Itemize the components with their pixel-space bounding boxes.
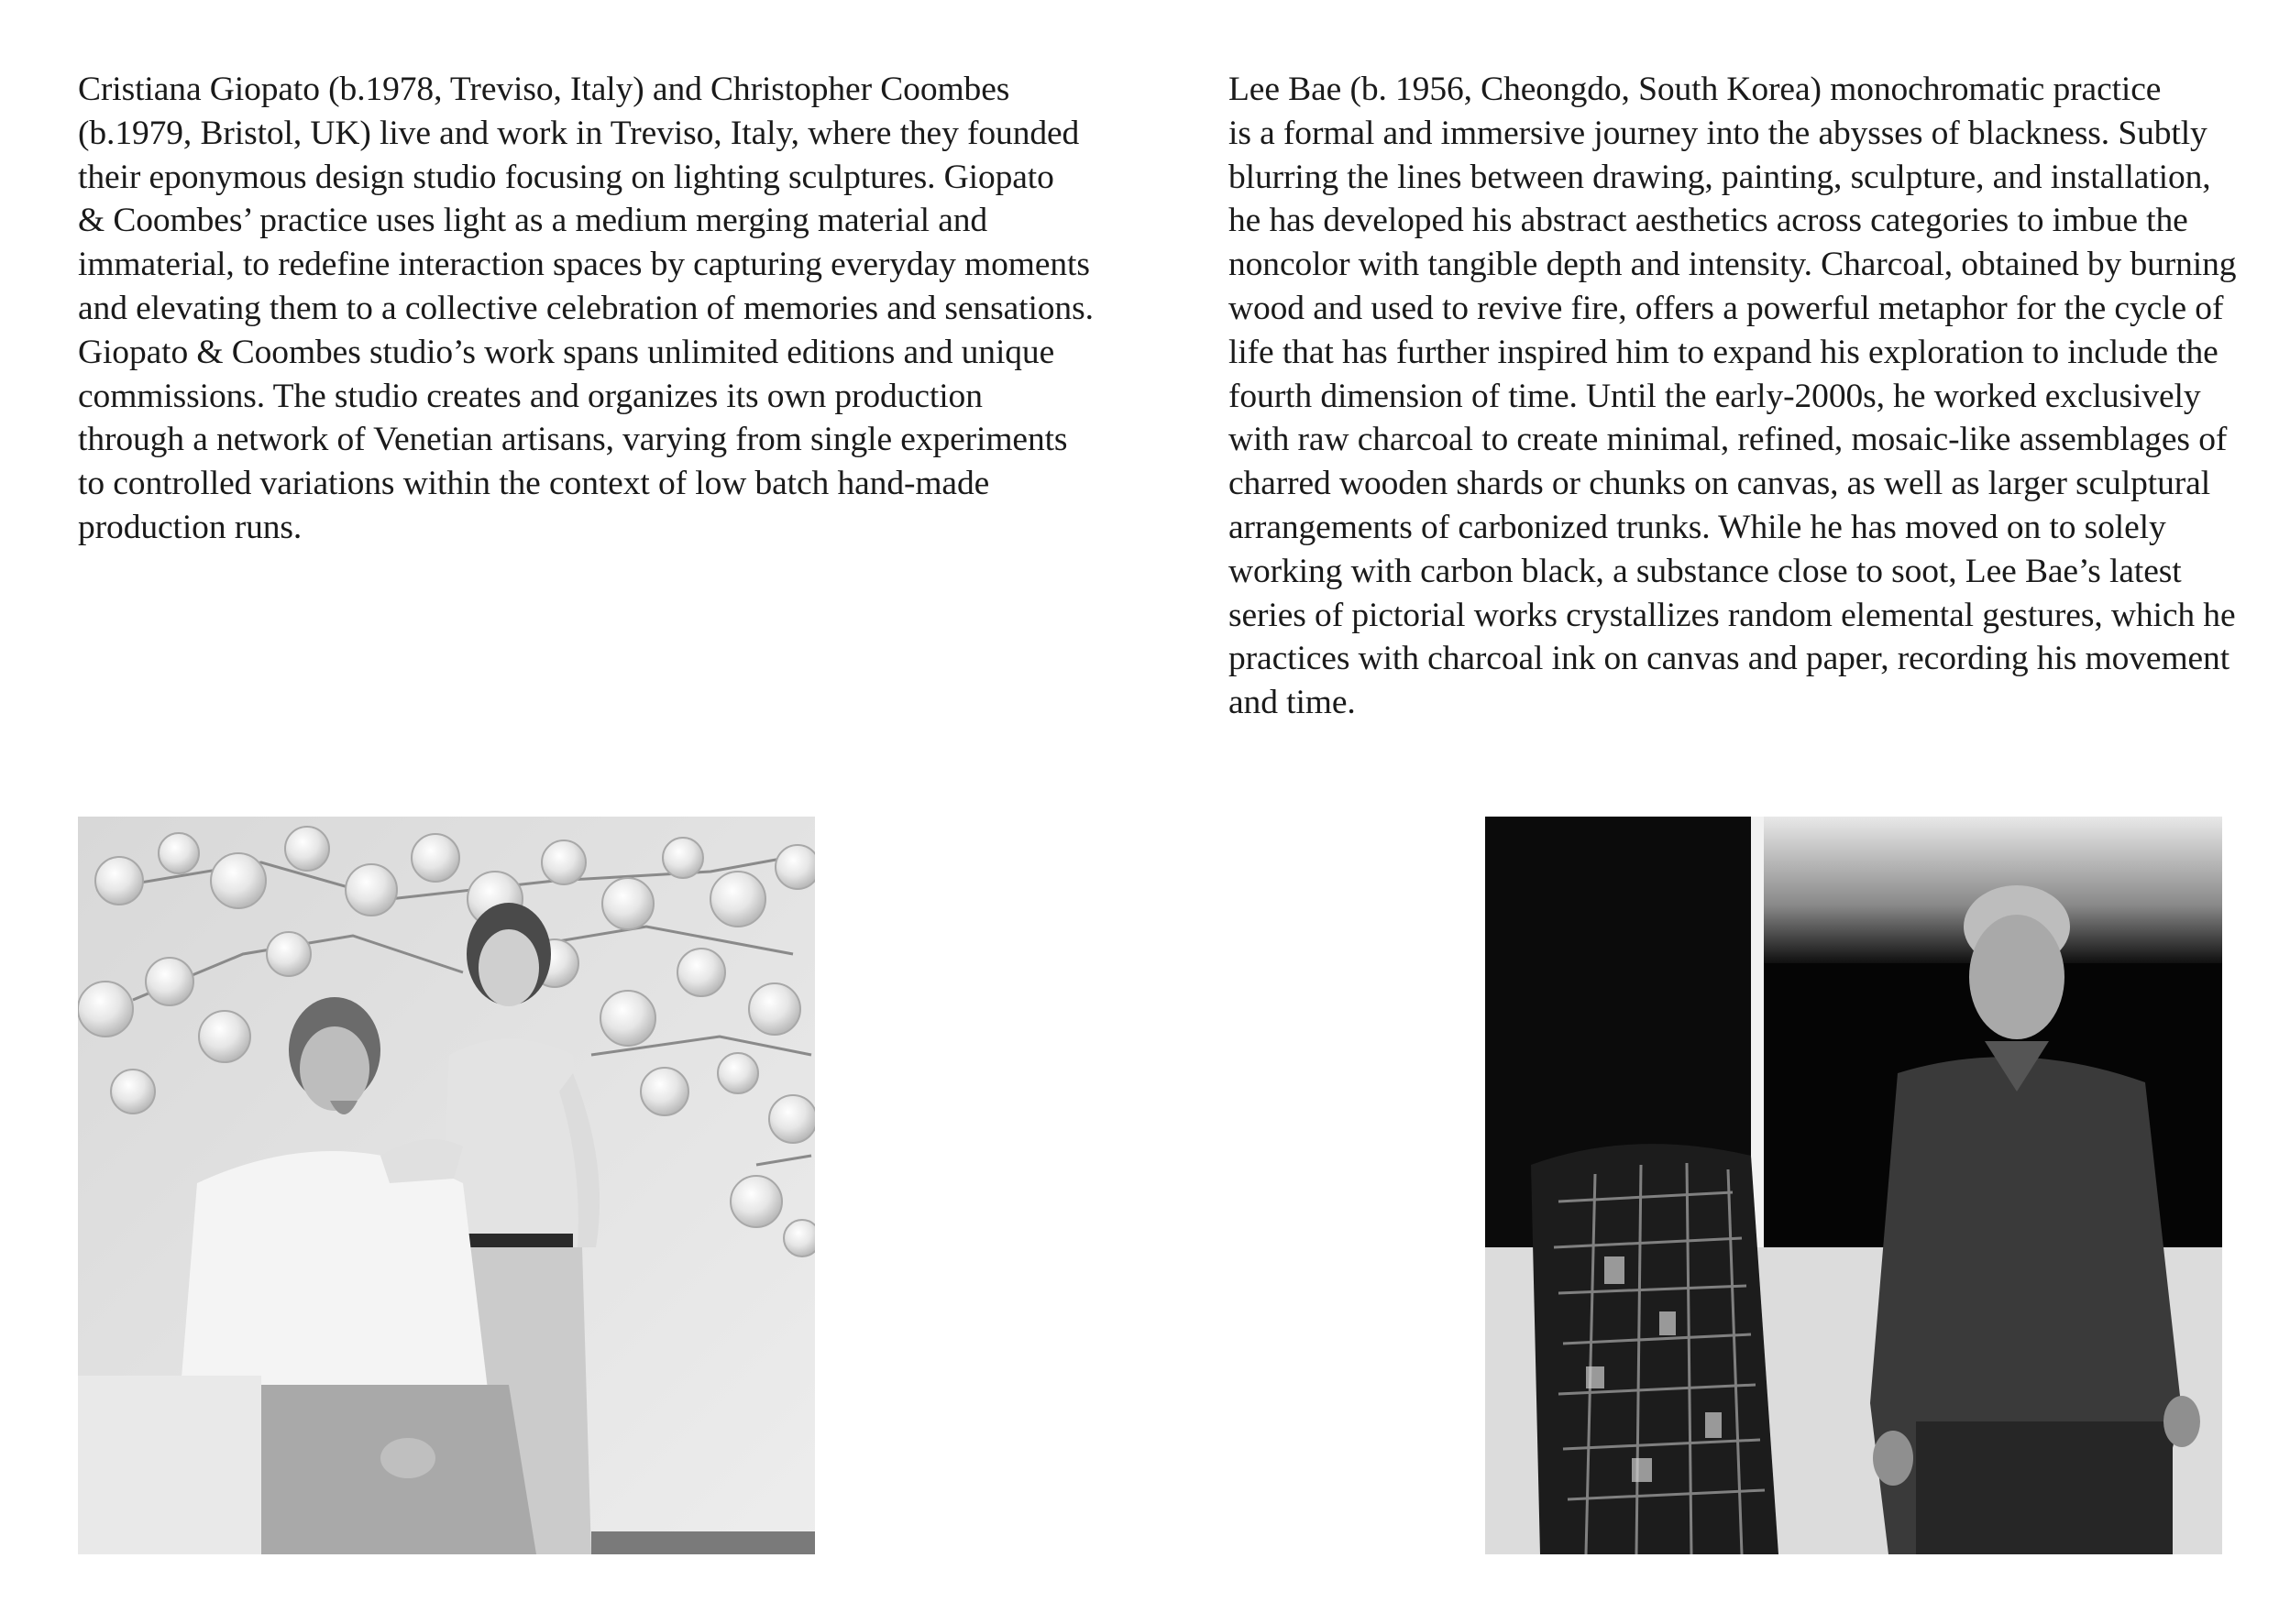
bio-line: charred wooden shards or chunks on canvas, as well as larger sculptural [1228,465,2211,503]
portrait-illustration [1485,817,2222,1554]
bio-line: production runs. [78,508,303,546]
bio-line: Cristiana Giopato (b.1978, Treviso, Italy) and Christopher Coombes [78,71,1010,108]
bio-line: immaterial, to redefine interaction spaces by capturing everyday moments [78,246,1090,284]
left-artist-bio [78,68,1094,550]
bio-line: arrangements of carbonized trunks. While he has moved on to solely [1228,508,2166,546]
bio-line: & Coombes’ practice uses light as a medium merging material and [78,202,988,240]
bio-line: and elevating them to a collective celebration of memories and sensations. [78,289,1094,327]
bio-line: life that has further inspired him to expand his exploration to include the [1228,333,2218,371]
bio-line: noncolor with tangible depth and intensity. Charcoal, obtained by burning [1228,246,2237,284]
bio-line: commissions. The studio creates and organizes its own production [78,377,983,415]
bio-line: through a network of Venetian artisans, varying from single experiments [78,421,1068,459]
bio-line: (b.1979, Bristol, UK) live and work in Treviso, Italy, where they founded [78,114,1080,152]
portrait-illustration [78,817,815,1554]
bio-line: series of pictorial works crystallizes random elemental gestures, which he [1228,596,2236,634]
lee-bae-portrait-photo [1485,817,2222,1554]
bio-line: wood and used to revive fire, offers a powerful metaphor for the cycle of [1228,289,2224,327]
giopato-coombes-portrait-photo [78,817,815,1554]
bio-line: their eponymous design studio focusing on lighting sculptures. Giopato [78,158,1054,196]
right-artist-bio [1228,68,2237,725]
bio-line: to controlled variations within the context of low batch hand-made [78,465,990,503]
bio-line: fourth dimension of time. Until the early-2000s, he worked exclusively [1228,377,2201,415]
bio-line: is a formal and immersive journey into the abysses of blackness. Subtly [1228,114,2207,152]
bio-line: Giopato & Coombes studio’s work spans unlimited editions and unique [78,333,1055,371]
bio-line: and time. [1228,684,1356,722]
bio-line: with raw charcoal to create minimal, refined, mosaic-like assemblages of [1228,421,2228,459]
bio-line: practices with charcoal ink on canvas and paper, recording his movement [1228,640,2230,678]
bio-line: blurring the lines between drawing, painting, sculpture, and installation, [1228,158,2211,196]
bio-line: working with carbon black, a substance close to soot, Lee Bae’s latest [1228,552,2182,590]
bio-line: he has developed his abstract aesthetics across categories to imbue the [1228,202,2188,240]
bio-line: Lee Bae (b. 1956, Cheongdo, South Korea) monochromatic practice [1228,71,2162,108]
